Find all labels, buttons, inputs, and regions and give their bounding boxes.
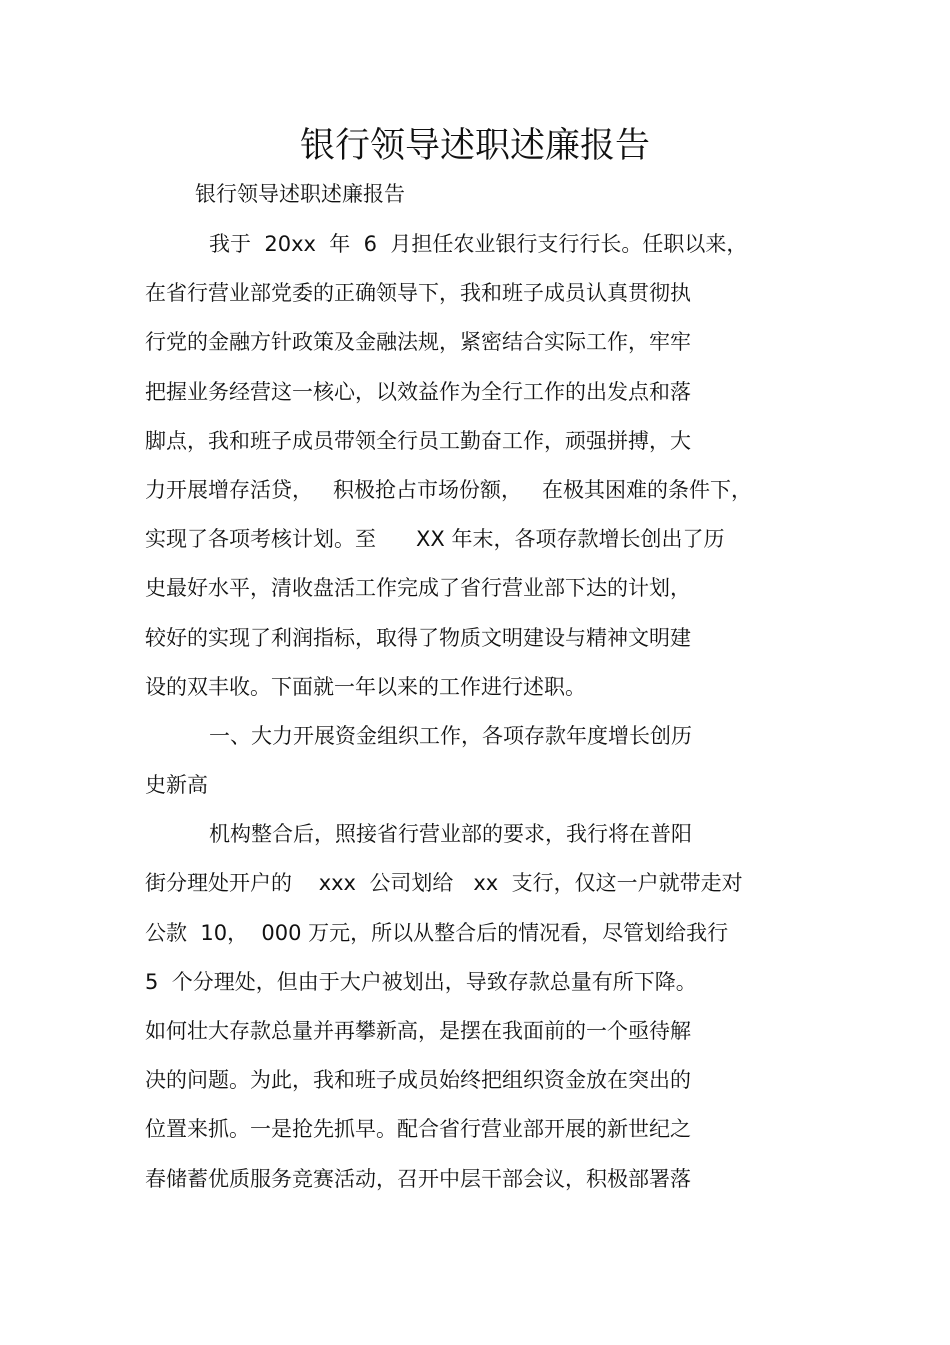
body-line: 较好的实现了利润指标，取得了物质文明建设与精神文明建 bbox=[145, 625, 691, 650]
body-line: 春储蓄优质服务竞赛活动，召开中层干部会议，积极部署落 bbox=[145, 1166, 691, 1191]
body-line: 决的问题。为此，我和班子成员始终把组织资金放在突出的 bbox=[145, 1068, 691, 1093]
section-heading-line: 史新高 bbox=[145, 773, 208, 798]
body-line: 在省行营业部党委的正确领导下，我和班子成员认真贯彻执 bbox=[145, 281, 691, 306]
body-line: 把握业务经营这一核心，以效益作为全行工作的出发点和落 bbox=[145, 379, 691, 404]
body-line: 实现了各项考核计划。至 XX 年末，各项存款增长创出了历 bbox=[145, 527, 725, 552]
document-body bbox=[145, 220, 795, 1204]
document-title: 银行领导述职述廉报告 bbox=[299, 126, 650, 166]
body-line: 位置来抓。一是抢先抓早。配合省行营业部开展的新世纪之 bbox=[145, 1117, 691, 1142]
section-heading-line: 一、大力开展资金组织工作，各项存款年度增长创历 bbox=[209, 723, 692, 748]
body-line: 力开展增存活贷， 积极抢占市场份额， 在极其困难的条件下， bbox=[145, 477, 753, 502]
body-line: 我于 20xx 年 6 月担任农业银行支行行长。任职以来， bbox=[209, 232, 748, 256]
body-line: 史最好水平，清收盘活工作完成了省行营业部下达的计划， bbox=[145, 576, 691, 601]
body-line: 机构整合后，照接省行营业部的要求，我行将在普阳 bbox=[209, 822, 692, 847]
body-line: 脚点，我和班子成员带领全行员工勤奋工作，顽强拼搏，大 bbox=[145, 428, 691, 453]
body-line: 公款 10， 000 万元，所以从整合后的情况看，尽管划给我行 bbox=[145, 920, 729, 945]
body-line: 5 个分理处，但由于大户被划出，导致存款总量有所下降。 bbox=[145, 969, 697, 994]
body-line: 行党的金融方针政策及金融法规，紧密结合实际工作，牢牢 bbox=[145, 330, 691, 355]
body-line: 街分理处开户的 xxx 公司划给 xx 支行，仅这一户就带走对 bbox=[145, 871, 743, 896]
document-subtitle: 银行领导述职述廉报告 bbox=[195, 182, 405, 206]
body-line: 如何壮大存款总量并再攀新高，是摆在我面前的一个亟待解 bbox=[145, 1019, 691, 1043]
body-line: 设的双丰收。下面就一年以来的工作进行述职。 bbox=[145, 674, 586, 699]
